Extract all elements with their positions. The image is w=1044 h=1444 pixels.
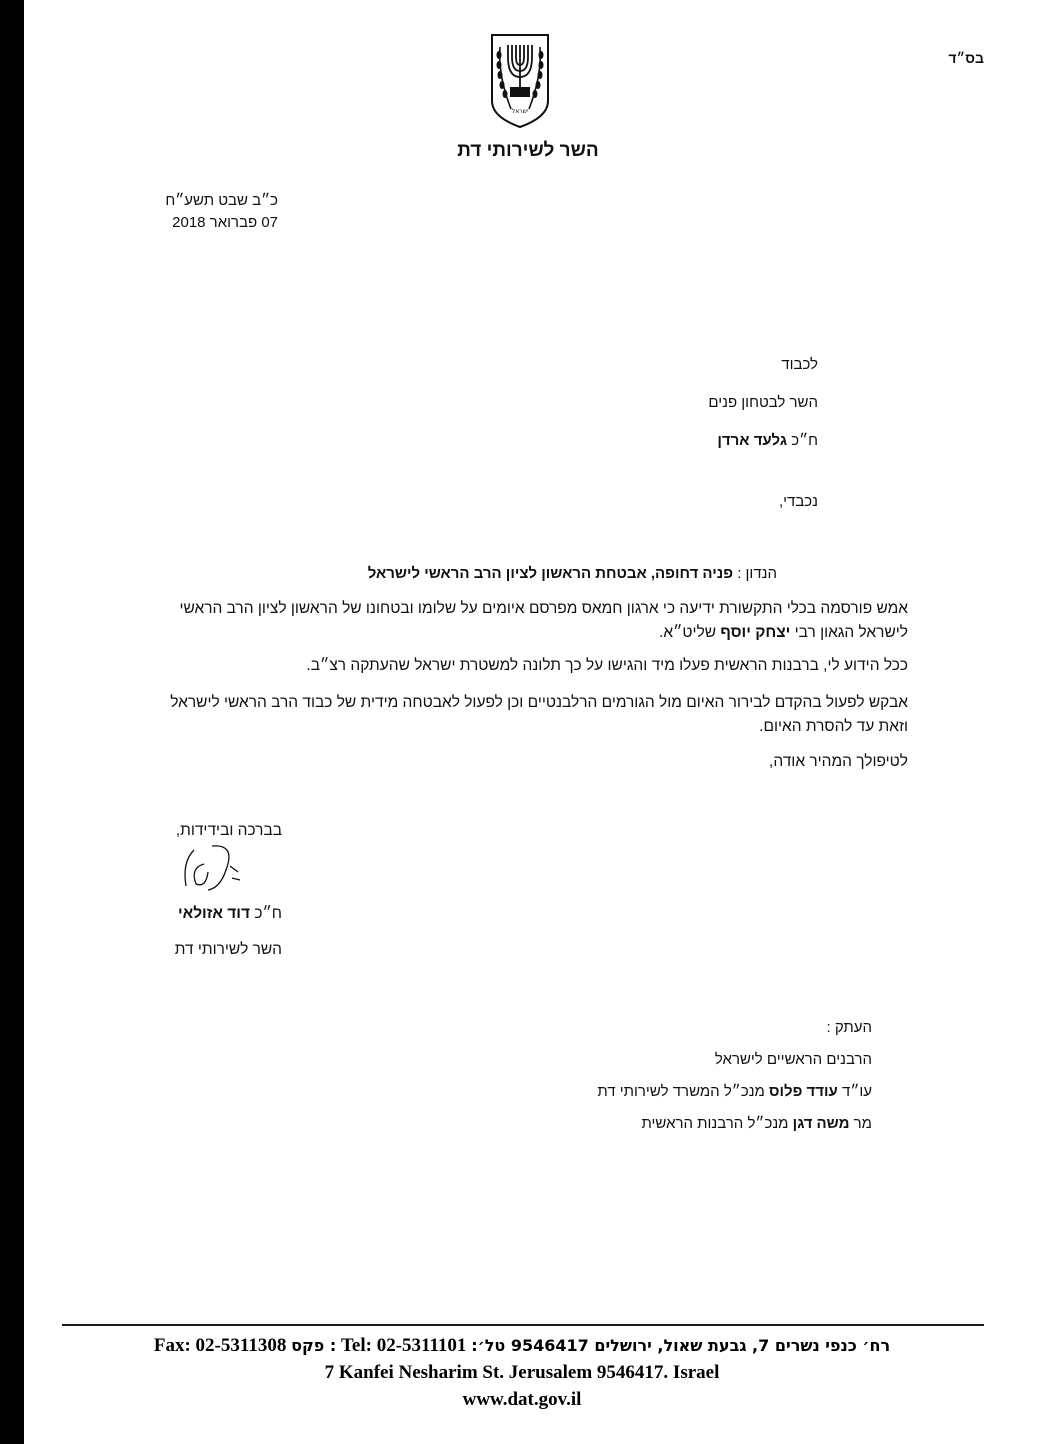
footer-divider bbox=[62, 1324, 984, 1326]
body-paragraph-3: אבקש לפעול בהקדם לבירור האיום מול הגורמים הרלבנטיים וכן לפעול לאבטחה מידית של כבוד הרב הראשי לישראל וזאת עד להסרת האיום. bbox=[170, 694, 908, 735]
cc-block bbox=[597, 1012, 872, 1140]
date-block bbox=[144, 190, 278, 234]
recipient-name-prefix: ח״כ bbox=[791, 432, 818, 449]
cc-role: מנכ״ל המשרד לשירותי דת bbox=[597, 1083, 765, 1100]
paragraph-1-text: אמש פורסמה בכלי התקשורת ידיעה כי ארגון חמאס מפרסם איומים על שלומו ובטחונו של הראשון לציון הרב הראשי לישראל הגאון רבי bbox=[179, 600, 908, 641]
state-emblem-icon bbox=[489, 31, 551, 129]
handwritten-signature-icon bbox=[146, 842, 282, 898]
cc-prefix: עו״ד bbox=[842, 1083, 872, 1100]
recipient-honorific: לכבוד bbox=[781, 356, 818, 373]
body-paragraph-1 bbox=[138, 597, 908, 645]
signature-greeting: בברכה ובידידות, bbox=[175, 822, 282, 839]
body-paragraph-2: ככל הידוע לי, ברבנות הראשית פעלו מיד והגישו על כך תלונה למשטרת ישראל שהעתקה רצ״ב. bbox=[306, 657, 908, 674]
rabbi-name: יצחק יוסף bbox=[720, 624, 791, 641]
subject-line bbox=[368, 565, 777, 582]
cc-item bbox=[597, 1076, 872, 1108]
fax-label: Fax: bbox=[153, 1335, 191, 1356]
salutation: נכבדי, bbox=[778, 493, 818, 510]
svg-text:ישראל: ישראל bbox=[511, 108, 529, 115]
tel-number: 02-5311101 bbox=[376, 1335, 467, 1356]
tel-label: Tel: bbox=[340, 1335, 372, 1356]
cc-prefix: מר bbox=[853, 1115, 872, 1132]
signer-title: השר לשירותי דת bbox=[174, 941, 282, 958]
cc-role: מנכ״ל הרבנות הראשית bbox=[641, 1115, 789, 1132]
address-hebrew: רח׳ כנפי נשרים 7, גבעת שאול, ירושלים 9546417 טל׳: bbox=[471, 1336, 891, 1355]
gregorian-date: 07 פברואר 2018 bbox=[172, 214, 278, 231]
recipient-name: גלעד ארדן bbox=[717, 432, 788, 449]
cc-item bbox=[597, 1044, 872, 1076]
cc-role: הרבנים הראשיים לישראל bbox=[714, 1051, 872, 1068]
minister-title: השר לשירותי דת bbox=[457, 140, 599, 161]
recipient-name-line bbox=[708, 422, 818, 460]
fax-label-hebrew: : פקס bbox=[291, 1336, 337, 1355]
cc-name: משה דגן bbox=[792, 1115, 850, 1132]
scan-edge-bar bbox=[0, 0, 24, 1444]
recipient-block bbox=[708, 346, 818, 460]
bsd-mark: בס״ד bbox=[948, 50, 984, 66]
subject-text: פניה דחופה, אבטחת הראשון לציון הרב הראשי לישראל bbox=[367, 565, 734, 582]
hebrew-date: כ״ב שבט תשע״ח bbox=[165, 192, 278, 209]
subject-label: הנדון : bbox=[737, 565, 777, 582]
recipient-title: השר לבטחון פנים bbox=[708, 394, 818, 411]
cc-item bbox=[597, 1108, 872, 1140]
cc-label: העתק : bbox=[826, 1019, 872, 1036]
closing-line: לטיפולך המהיר אודה, bbox=[769, 753, 908, 770]
signature-block bbox=[146, 820, 282, 961]
signer-name-line bbox=[146, 903, 282, 925]
footer-website-link[interactable]: www.dat.gov.il bbox=[462, 1389, 582, 1410]
paragraph-1-suffix: שליט״א. bbox=[659, 624, 717, 641]
fax-number: 02-5311308 bbox=[195, 1335, 287, 1356]
signer-prefix: ח״כ bbox=[254, 905, 282, 922]
signer-name: דוד אזולאי bbox=[177, 905, 250, 922]
cc-name: עודד פלוס bbox=[769, 1083, 838, 1100]
ministry-header bbox=[0, 140, 1044, 162]
footer-contact-line bbox=[0, 1335, 1044, 1357]
footer-address-english: 7 Kanfei Nesharim St. Jerusalem 9546417. Israel bbox=[324, 1362, 720, 1383]
